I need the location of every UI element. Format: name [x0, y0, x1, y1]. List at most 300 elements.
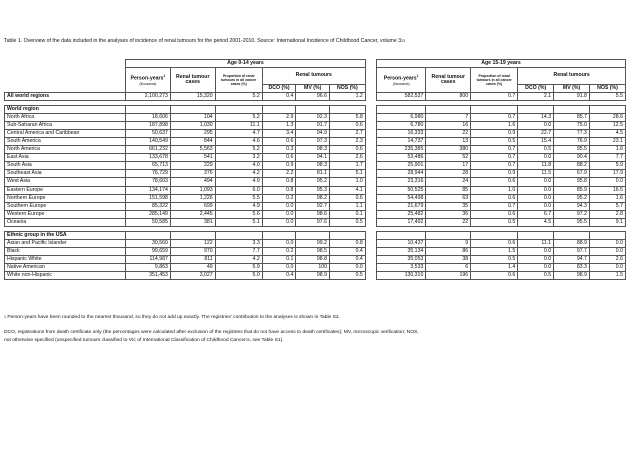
- row-label: West Asia: [5, 178, 126, 186]
- table-cell: 1.0: [329, 178, 365, 186]
- table-cell: 1.1: [329, 202, 365, 210]
- table-cell: 95.3: [296, 186, 330, 194]
- table-row: [5, 239, 626, 247]
- table-cell: 23,316: [377, 178, 426, 186]
- row-label: All world regions: [5, 93, 126, 101]
- table-cell: 2.8: [589, 210, 625, 218]
- table-cell: 0.5: [518, 271, 554, 279]
- renal-tumours-header-15-19: Renal tumours: [518, 68, 626, 85]
- table-cell: 4.1: [329, 186, 365, 194]
- table-row: [5, 263, 626, 271]
- table-cell: 36: [426, 210, 471, 218]
- table-cell: 15,320: [170, 93, 215, 101]
- table-cell: 92.7: [296, 202, 330, 210]
- table-cell: 100: [296, 263, 330, 271]
- table-cell: 2,100,273: [126, 93, 171, 101]
- table-cell: 187,898: [126, 122, 171, 130]
- table-cell: 98.9: [554, 271, 590, 279]
- table-cell: 11.8: [518, 162, 554, 170]
- table-cell: 5.1: [329, 170, 365, 178]
- column-gap: [365, 146, 376, 154]
- table-row: [5, 154, 626, 162]
- renal-tumour-table: [4, 59, 626, 280]
- table-cell: 235,385: [377, 146, 426, 154]
- table-cell: 811: [170, 255, 215, 263]
- table-cell: 0.6: [471, 210, 518, 218]
- table-cell: 25,482: [377, 210, 426, 218]
- table-cell: 94.9: [296, 130, 330, 138]
- table-cell: 0.0: [262, 210, 296, 218]
- table-cell: 0.0: [518, 154, 554, 162]
- table-cell: 0.6: [329, 122, 365, 130]
- table-cell: 90.4: [554, 154, 590, 162]
- table-cell: 0.0: [589, 239, 625, 247]
- table-cell: 2.6: [589, 255, 625, 263]
- table-cell: 96.6: [296, 93, 330, 101]
- column-gap: [365, 194, 376, 202]
- table-cell: 800: [426, 93, 471, 101]
- table-cell: 4.9: [215, 178, 262, 186]
- table-cell: 351,453: [126, 271, 171, 279]
- table-cell: 35: [426, 202, 471, 210]
- row-label: South Asia: [5, 162, 126, 170]
- table-cell: 5.8: [329, 114, 365, 122]
- table-cell: 76,729: [126, 170, 171, 178]
- table-cell: 0.0: [518, 202, 554, 210]
- table-cell: 0.1: [329, 210, 365, 218]
- table-cell: 0.7: [471, 93, 518, 101]
- table-cell: 122: [170, 239, 215, 247]
- table-cell: 0.5: [471, 138, 518, 146]
- table-cell: 9,863: [126, 263, 171, 271]
- table-cell: 5.1: [215, 218, 262, 226]
- table-cell: 81.1: [296, 170, 330, 178]
- table-cell: 85,322: [126, 202, 171, 210]
- table-row: [5, 186, 626, 194]
- table-cell: 76.9: [554, 138, 590, 146]
- table-cell: 3,533: [377, 263, 426, 271]
- dco-header-15-19: DCO (%): [518, 85, 554, 93]
- table-cell: 1.7: [329, 162, 365, 170]
- table-cell: 130,310: [377, 271, 426, 279]
- footnote-abbreviations-continued: not otherwise specified (unspecified tumours classified to VIc of International Classification of Childhood Cancer$^{25}$, see Table S1).: [4, 338, 284, 343]
- table-cell: 10,437: [377, 239, 426, 247]
- column-gap: [365, 239, 376, 247]
- table-cell: 5.6: [215, 210, 262, 218]
- mv-header: MV (%): [296, 85, 330, 93]
- table-cell: 1.6: [471, 122, 518, 130]
- table-cell: 2.9: [262, 114, 296, 122]
- table-cell: 3,027: [170, 271, 215, 279]
- table-cell: 52: [426, 154, 471, 162]
- table-cell: 6.0: [215, 186, 262, 194]
- table-cell: 0.0: [329, 263, 365, 271]
- table-cell: 376: [170, 170, 215, 178]
- table-cell: 16.5: [589, 186, 625, 194]
- table-cell: 88.9: [554, 239, 590, 247]
- renal-tumour-cases-header-15-19: Renal tumour cases: [426, 68, 471, 93]
- row-label: Central America and Caribbean: [5, 130, 126, 138]
- table-row: [5, 178, 626, 186]
- table-cell: 0.0: [518, 186, 554, 194]
- renal-tumours-header: Renal tumours: [262, 68, 365, 85]
- table-cell: 86: [426, 247, 471, 255]
- table-cell: 5.7: [589, 202, 625, 210]
- table-cell: 78,603: [126, 178, 171, 186]
- column-gap: [365, 114, 376, 122]
- row-label: Hispanic White: [5, 255, 126, 263]
- table-cell: 0.8: [262, 186, 296, 194]
- column-gap: [365, 122, 376, 130]
- person-years-header-15-19: Person-years$^1$ (thousands): [377, 68, 426, 93]
- table-cell: 17.9: [589, 170, 625, 178]
- table-cell: 11.1: [215, 122, 262, 130]
- table-cell: 3.3: [215, 239, 262, 247]
- table-cell: 0.6: [329, 194, 365, 202]
- table-cell: 7.7: [589, 154, 625, 162]
- table-cell: 23.1: [589, 138, 625, 146]
- table-cell: 85.7: [554, 114, 590, 122]
- table-cell: 844: [170, 138, 215, 146]
- table-cell: 0.4: [329, 247, 365, 255]
- table-cell: 0.7: [471, 114, 518, 122]
- table-cell: 50,637: [126, 130, 171, 138]
- table-cell: 28,944: [377, 170, 426, 178]
- table-cell: 95.2: [554, 194, 590, 202]
- table-row: [5, 218, 626, 226]
- table-cell: 98.5: [296, 247, 330, 255]
- row-label: North America: [5, 146, 126, 154]
- table-row: [5, 114, 626, 122]
- table-cell: 4.9: [215, 202, 262, 210]
- table-cell: 4.2: [215, 170, 262, 178]
- column-gap: [365, 178, 376, 186]
- table-cell: 2.6: [329, 154, 365, 162]
- age-0-14-header: Age 0-14 years: [126, 60, 366, 68]
- column-gap: [365, 218, 376, 226]
- table-row: [5, 210, 626, 218]
- mv-header-15-19: MV (%): [554, 85, 590, 93]
- table-cell: 1.2: [329, 93, 365, 101]
- table-cell: 661,232: [126, 146, 171, 154]
- section-title: Ethnic group in the USA: [5, 231, 126, 239]
- age-15-19-header: Age 15-19 years: [377, 60, 626, 68]
- table-cell: 98.9: [296, 271, 330, 279]
- table-cell: 582,537: [377, 93, 426, 101]
- table-cell: 98.8: [296, 255, 330, 263]
- table-cell: 67.9: [554, 170, 590, 178]
- row-label: Southern Europe: [5, 202, 126, 210]
- table-cell: 0.7: [471, 202, 518, 210]
- column-gap: [365, 210, 376, 218]
- table-cell: 0.0: [518, 122, 554, 130]
- table-cell: 4.6: [215, 138, 262, 146]
- table-cell: 494: [170, 178, 215, 186]
- table-cell: 0.6: [471, 271, 518, 279]
- table-cell: 1.4: [471, 263, 518, 271]
- table-cell: 196: [426, 271, 471, 279]
- all-world-regions-row: [5, 93, 626, 101]
- table-caption: [4, 38, 636, 45]
- table-cell: 0.3: [262, 146, 296, 154]
- table-cell: 94.7: [554, 255, 590, 263]
- column-gap: [365, 263, 376, 271]
- table-cell: 97.7: [554, 247, 590, 255]
- table-cell: 2.2: [262, 170, 296, 178]
- table-cell: 15.4: [518, 138, 554, 146]
- table-cell: 22: [426, 130, 471, 138]
- table-cell: 0.9: [471, 170, 518, 178]
- row-label: Native American: [5, 263, 126, 271]
- table-cell: 6,980: [377, 114, 426, 122]
- column-gap: [365, 154, 376, 162]
- table-cell: 95.5: [554, 218, 590, 226]
- table-cell: 35,134: [377, 247, 426, 255]
- table-cell: 151,598: [126, 194, 171, 202]
- table-row: [5, 122, 626, 130]
- table-cell: 5.2: [215, 93, 262, 101]
- row-label: Southeast Asia: [5, 170, 126, 178]
- table-cell: 85.9: [554, 186, 590, 194]
- table-cell: 6,780: [377, 122, 426, 130]
- table-cell: 0.7: [471, 162, 518, 170]
- footnote-mark: 1: [4, 315, 6, 319]
- table-cell: 99.2: [296, 239, 330, 247]
- table-cell: 5.5: [215, 194, 262, 202]
- table-cell: 1.6: [589, 146, 625, 154]
- table-cell: 229: [170, 162, 215, 170]
- table-cell: 1.0: [471, 186, 518, 194]
- table-cell: 1.6: [589, 194, 625, 202]
- table-cell: 0.4: [262, 271, 296, 279]
- table-cell: 98.2: [296, 194, 330, 202]
- table-cell: 0.6: [329, 146, 365, 154]
- table-cell: 97.3: [296, 138, 330, 146]
- table-row: [5, 202, 626, 210]
- table-cell: 5,563: [170, 146, 215, 154]
- table-cell: 0.6: [262, 138, 296, 146]
- dco-header: DCO (%): [262, 85, 296, 93]
- column-gap: [365, 186, 376, 194]
- table-cell: 114,987: [126, 255, 171, 263]
- proportion-header-15-19: Proportion of renal tumours in all cancer cases (%): [471, 68, 518, 93]
- table-cell: 22: [426, 218, 471, 226]
- table-cell: 0.0: [518, 263, 554, 271]
- table-cell: 5.2: [215, 114, 262, 122]
- table-cell: 0.6: [471, 178, 518, 186]
- table-cell: 970: [170, 247, 215, 255]
- table-cell: 14.3: [518, 114, 554, 122]
- row-label: Western Europe: [5, 210, 126, 218]
- table-cell: 0.5: [471, 218, 518, 226]
- table-cell: 1,093: [170, 186, 215, 194]
- table-cell: 85: [426, 186, 471, 194]
- column-gap: [365, 93, 376, 101]
- table-cell: 30,560: [126, 239, 171, 247]
- column-gap: [365, 130, 376, 138]
- table-cell: 21,679: [377, 202, 426, 210]
- table-cell: 13: [426, 138, 471, 146]
- table-cell: 50,585: [126, 218, 171, 226]
- table-cell: 95.2: [296, 178, 330, 186]
- table-cell: 0.9: [262, 162, 296, 170]
- table-cell: 0.7: [471, 146, 518, 154]
- table-cell: 92.3: [296, 114, 330, 122]
- table-cell: 91.7: [296, 122, 330, 130]
- table-cell: 5.9: [589, 162, 625, 170]
- table-cell: 0.6: [471, 239, 518, 247]
- table-cell: 134,174: [126, 186, 171, 194]
- table-cell: 699: [170, 202, 215, 210]
- proportion-header: Proportion of renal tumours in all cancer cases (%): [215, 68, 262, 93]
- row-label: Sub-Saharan Africa: [5, 122, 126, 130]
- table-cell: 0.6: [471, 194, 518, 202]
- table-cell: 4.7: [215, 130, 262, 138]
- table-cell: 38: [426, 255, 471, 263]
- table-cell: 5.0: [215, 271, 262, 279]
- table-cell: 77.3: [554, 130, 590, 138]
- table-cell: 5.9: [215, 263, 262, 271]
- table-cell: 11.1: [518, 239, 554, 247]
- table-cell: 0.5: [471, 255, 518, 263]
- table-cell: 17,492: [377, 218, 426, 226]
- column-gap: [365, 271, 376, 279]
- column-gap: [365, 138, 376, 146]
- table-cell: 380: [426, 146, 471, 154]
- table-cell: 2.3: [329, 138, 365, 146]
- column-gap: [365, 255, 376, 263]
- table-cell: 4.5: [518, 218, 554, 226]
- table-cell: 0.0: [589, 178, 625, 186]
- table-cell: 63: [426, 194, 471, 202]
- table-cell: 7: [426, 114, 471, 122]
- table-cell: 2.7: [329, 130, 365, 138]
- table-cell: 0.1: [262, 255, 296, 263]
- table-row: [5, 170, 626, 178]
- table-cell: 2.1: [518, 93, 554, 101]
- table-cell: 0.0: [518, 194, 554, 202]
- table-cell: 0.6: [262, 154, 296, 162]
- column-gap: [365, 202, 376, 210]
- table-cell: 28: [426, 170, 471, 178]
- table-cell: 1,030: [170, 122, 215, 130]
- table-cell: 0.4: [329, 255, 365, 263]
- table-cell: 49: [170, 263, 215, 271]
- column-gap: [365, 170, 376, 178]
- table-cell: 0.9: [471, 130, 518, 138]
- table-cell: 9: [426, 239, 471, 247]
- table-cell: 22.7: [518, 130, 554, 138]
- table-cell: 35,053: [377, 255, 426, 263]
- table-cell: 0.0: [518, 178, 554, 186]
- table-cell: 94.3: [554, 202, 590, 210]
- table-cell: 95.5: [554, 146, 590, 154]
- table-cell: 0.5: [329, 271, 365, 279]
- footnote-abbreviations: DCO, registrations from death certificate only (the percentages were calculated after exclusion of the registries that do not have access to death certificates); MV, microscopic verification; NOS,: [4, 330, 419, 335]
- row-label: Oceania: [5, 218, 126, 226]
- table-cell: 18,606: [126, 114, 171, 122]
- table-cell: 65,713: [126, 162, 171, 170]
- table-cell: 133,678: [126, 154, 171, 162]
- table-cell: 25,901: [377, 162, 426, 170]
- table-cell: 0.0: [262, 218, 296, 226]
- table-cell: 1.3: [262, 122, 296, 130]
- nos-header-15-19: NOS (%): [589, 85, 625, 93]
- person-years-header: Person-years$^1$ (thousands): [126, 68, 171, 93]
- row-label: Eastern Europe: [5, 186, 126, 194]
- table-cell: 295: [170, 130, 215, 138]
- row-label: Asian and Pacific Islander: [5, 239, 126, 247]
- table-cell: 17: [426, 162, 471, 170]
- table-cell: 75.0: [554, 122, 590, 130]
- table-row: [5, 138, 626, 146]
- table-row: [5, 255, 626, 263]
- table-cell: 0.8: [329, 239, 365, 247]
- table-row: [5, 146, 626, 154]
- table-cell: 99,659: [126, 247, 171, 255]
- table-cell: 2,445: [170, 210, 215, 218]
- table-cell: 0.0: [262, 263, 296, 271]
- caption-text: Table 1. Overview of the data included in the analyses of incidence of renal tumours for the period 2001-2010. Source: International Incidence of Childhood Cancer, volume 3: [4, 38, 402, 44]
- row-label: Black: [5, 247, 126, 255]
- table-cell: 0.8: [262, 178, 296, 186]
- table-cell: 3.2: [215, 154, 262, 162]
- table-cell: 5.2: [215, 146, 262, 154]
- table-cell: 11.5: [518, 170, 554, 178]
- table-cell: 541: [170, 154, 215, 162]
- table-row: [5, 130, 626, 138]
- table-cell: 0.0: [518, 247, 554, 255]
- table-cell: 98.6: [296, 210, 330, 218]
- table-cell: 4.2: [215, 255, 262, 263]
- section-header-row: [5, 231, 626, 239]
- table-cell: 83.3: [554, 263, 590, 271]
- section-title: World region: [5, 106, 126, 114]
- table-cell: 95.8: [554, 178, 590, 186]
- table-row: [5, 271, 626, 279]
- table-cell: 28.6: [589, 114, 625, 122]
- table-cell: 1,226: [170, 194, 215, 202]
- table-cell: 140,549: [126, 138, 171, 146]
- table-row: [5, 162, 626, 170]
- table-cell: 54,498: [377, 194, 426, 202]
- table-cell: 1.5: [471, 247, 518, 255]
- table-cell: 5.5: [589, 93, 625, 101]
- table-cell: 4.5: [589, 130, 625, 138]
- table-cell: 4.0: [215, 162, 262, 170]
- table-cell: 24: [426, 178, 471, 186]
- subcolumn-header-row: [5, 85, 626, 93]
- table-cell: 98.3: [296, 146, 330, 154]
- table-cell: 91.8: [554, 93, 590, 101]
- table-cell: 104: [170, 114, 215, 122]
- table-cell: 14,737: [377, 138, 426, 146]
- table-cell: 97.6: [296, 218, 330, 226]
- row-label: North Africa: [5, 114, 126, 122]
- table-row: [5, 247, 626, 255]
- renal-tumour-cases-header: Renal tumour cases: [170, 68, 215, 93]
- table-cell: 0.2: [262, 194, 296, 202]
- table-cell: 53,486: [377, 154, 426, 162]
- column-gap: [365, 247, 376, 255]
- table-cell: 0.0: [262, 202, 296, 210]
- table-cell: 0.0: [262, 239, 296, 247]
- footnote-reference: 25: [245, 338, 250, 342]
- row-label: White non-Hispanic: [5, 271, 126, 279]
- table-cell: 16,333: [377, 130, 426, 138]
- table-cell: 97.2: [554, 210, 590, 218]
- table-cell: 0.5: [329, 218, 365, 226]
